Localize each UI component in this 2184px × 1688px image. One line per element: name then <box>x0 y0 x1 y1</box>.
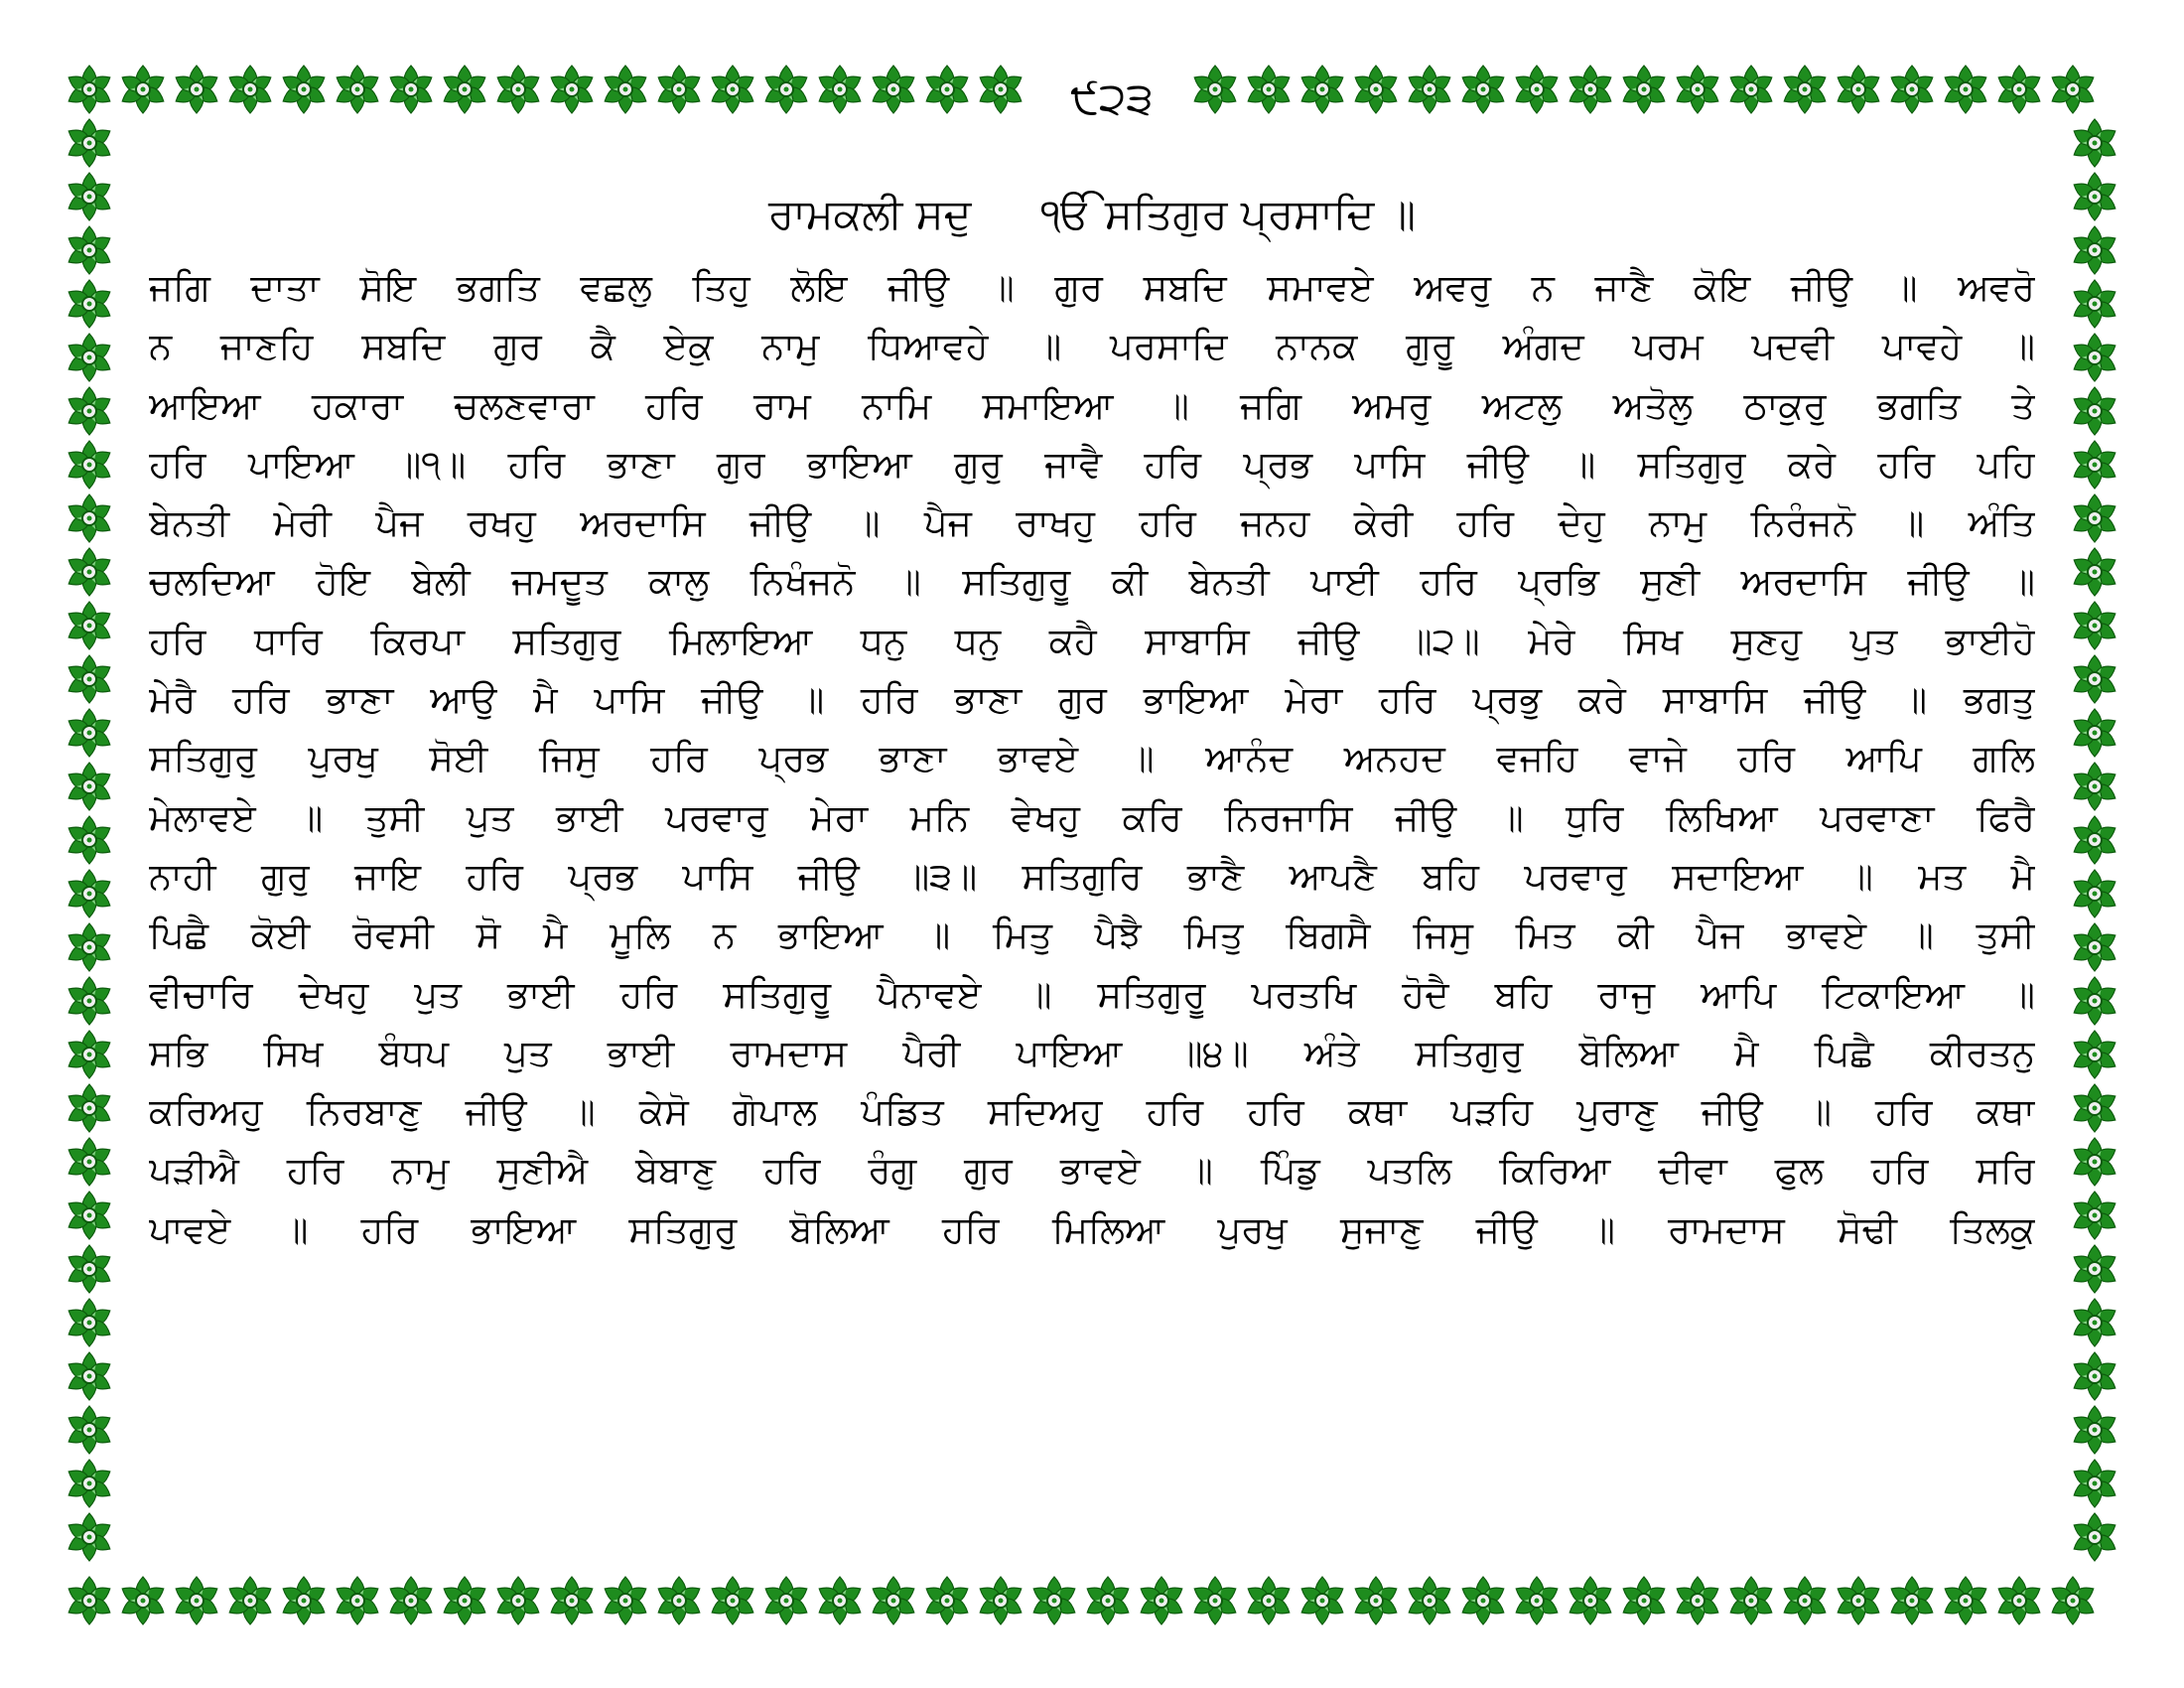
flower-icon <box>66 441 113 489</box>
flower-icon <box>1459 1577 1507 1624</box>
flower-icon <box>709 66 756 113</box>
text-line: ਵੀਚਾਰਿ ਦੇਖਹੁ ਪੁਤ ਭਾਈ ਹਰਿ ਸਤਿਗੁਰੂ ਪੈਨਾਵਏ ॥ ਸਤਿਗੁਰੂ ਪਰਤਖਿ ਹੋਦੈ ਬਹਿ ਰਾਜੁ ਆਪਿ ਟਿਕਾਇਆ ॥ <box>149 972 2035 1016</box>
flower-icon <box>2071 173 2118 220</box>
flower-icon <box>66 709 113 757</box>
text-line: ਕਰਿਅਹੁ ਨਿਰਬਾਣੁ ਜੀਉ ॥ ਕੇਸੋ ਗੋਪਾਲ ਪੰਡਿਤ ਸਦਿਅਹੁ ਹਰਿ ਹਰਿ ਕਥਾ ਪੜਹਿ ਪੁਰਾਣੁ ਜੀਉ ॥ ਹਰਿ ਕਥਾ <box>149 1090 2035 1134</box>
flower-icon <box>387 1577 435 1624</box>
flower-icon <box>173 66 220 113</box>
flower-icon <box>602 66 649 113</box>
text-line: ਹਰਿ ਪਾਇਆ ॥੧॥ ਹਰਿ ਭਾਣਾ ਗੁਰ ਭਾਇਆ ਗੁਰੁ ਜਾਵੈ ਹਰਿ ਪ੍ਰਭ ਪਾਸਿ ਜੀਉ ॥ ਸਤਿਗੁਰੁ ਕਰੇ ਹਰਿ ਪਹਿ <box>149 442 2035 486</box>
flower-icon <box>1674 1577 1721 1624</box>
text-line: ਪੜੀਐ ਹਰਿ ਨਾਮੁ ਸੁਣੀਐ ਬੇਬਾਣੁ ਹਰਿ ਰੰਗੁ ਗੁਰ ਭਾਵਏ ॥ ਪਿੰਡੁ ਪਤਲਿ ਕਿਰਿਆ ਦੀਵਾ ਫੁਲ ਹਰਿ ਸਰਿ <box>149 1149 2035 1193</box>
flower-icon <box>2071 602 2118 649</box>
flower-icon <box>1298 1577 1346 1624</box>
flower-icon <box>1942 1577 1989 1624</box>
flower-icon <box>280 1577 328 1624</box>
scripture-text <box>149 258 2035 1259</box>
flower-icon <box>1620 66 1668 113</box>
flower-icon <box>66 280 113 328</box>
flower-icon <box>2071 1084 2118 1132</box>
flower-icon <box>1030 1577 1078 1624</box>
flower-icon <box>66 66 113 113</box>
flower-icon <box>441 66 488 113</box>
flower-icon <box>870 66 917 113</box>
flower-icon <box>2071 1460 2118 1507</box>
flower-icon <box>1835 1577 1882 1624</box>
flower-icon <box>1084 1577 1132 1624</box>
flower-icon <box>1191 1577 1239 1624</box>
flower-icon <box>1513 66 1561 113</box>
flower-icon <box>1942 66 1989 113</box>
flower-icon <box>2071 870 2118 917</box>
flower-icon <box>66 334 113 381</box>
flower-icon <box>66 1138 113 1186</box>
flower-icon <box>1298 66 1346 113</box>
flower-icon <box>2071 119 2118 167</box>
flower-icon <box>2071 816 2118 864</box>
flower-icon <box>2071 1031 2118 1078</box>
flower-icon <box>66 1299 113 1346</box>
text-line: ਸਭਿ ਸਿਖ ਬੰਧਪ ਪੁਤ ਭਾਈ ਰਾਮਦਾਸ ਪੈਰੀ ਪਾਇਆ ॥੪॥ ਅੰਤੇ ਸਤਿਗੁਰੁ ਬੋਲਿਆ ਮੈ ਪਿਛੈ ਕੀਰਤਨੁ <box>149 1031 2035 1074</box>
flower-icon <box>2071 1513 2118 1561</box>
flower-icon <box>1674 66 1721 113</box>
flower-icon <box>1781 1577 1829 1624</box>
flower-icon <box>1459 66 1507 113</box>
flower-icon <box>2071 1138 2118 1186</box>
flower-icon <box>548 66 596 113</box>
flower-icon <box>709 1577 756 1624</box>
flower-icon <box>1620 1577 1668 1624</box>
flower-icon <box>2071 387 2118 435</box>
flower-icon <box>66 1031 113 1078</box>
flower-icon <box>977 1577 1024 1624</box>
flower-icon <box>1995 66 2043 113</box>
flower-icon <box>2071 1406 2118 1454</box>
flower-icon <box>655 1577 703 1624</box>
flower-icon <box>2071 1299 2118 1346</box>
flower-icon <box>1138 1577 1185 1624</box>
flower-icon <box>280 66 328 113</box>
flower-icon <box>1781 66 1829 113</box>
flower-icon <box>2071 977 2118 1025</box>
text-line: ਬੇਨਤੀ ਮੇਰੀ ਪੈਜ ਰਖਹੁ ਅਰਦਾਸਿ ਜੀਉ ॥ ਪੈਜ ਰਾਖਹੁ ਹਰਿ ਜਨਹ ਕੇਰੀ ਹਰਿ ਦੇਹੁ ਨਾਮੁ ਨਿਰੰਜਨੋ ॥ ਅੰਤਿ <box>149 501 2035 545</box>
flower-icon <box>226 66 274 113</box>
flower-icon <box>923 1577 971 1624</box>
flower-icon <box>334 66 381 113</box>
flower-icon <box>2071 709 2118 757</box>
flower-icon <box>226 1577 274 1624</box>
flower-icon <box>1995 1577 2043 1624</box>
flower-icon <box>1888 66 1936 113</box>
flower-icon <box>66 1460 113 1507</box>
flower-icon <box>1245 1577 1293 1624</box>
text-line: ਨਾਹੀ ਗੁਰੁ ਜਾਇ ਹਰਿ ਪ੍ਰਭ ਪਾਸਿ ਜੀਉ ॥੩॥ ਸਤਿਗੁਰਿ ਭਾਣੈ ਆਪਣੈ ਬਹਿ ਪਰਵਾਰੁ ਸਦਾਇਆ ॥ ਮਤ ਮੈ <box>149 854 2035 898</box>
flower-icon <box>494 1577 542 1624</box>
flower-icon <box>1406 1577 1453 1624</box>
flower-icon <box>334 1577 381 1624</box>
flower-icon <box>66 494 113 542</box>
flower-icon <box>66 173 113 220</box>
page-number: ੯੨੩ <box>1042 70 1181 129</box>
flower-icon <box>66 1406 113 1454</box>
flower-icon <box>66 1192 113 1239</box>
flower-icon <box>1727 1577 1775 1624</box>
flower-icon <box>1567 1577 1614 1624</box>
flower-icon <box>1567 66 1614 113</box>
flower-icon <box>2071 334 2118 381</box>
text-line: ਮੇਲਾਵਏ ॥ ਤੁਸੀ ਪੁਤ ਭਾਈ ਪਰਵਾਰੁ ਮੇਰਾ ਮਨਿ ਵੇਖਹੁ ਕਰਿ ਨਿਰਜਾਸਿ ਜੀਉ ॥ ਧੁਰਿ ਲਿਖਿਆ ਪਰਵਾਣਾ ਫਿਰੈ <box>149 795 2035 839</box>
flower-icon <box>494 66 542 113</box>
flower-icon <box>66 816 113 864</box>
flower-icon <box>870 1577 917 1624</box>
section-heading <box>149 185 2035 244</box>
flower-icon <box>441 1577 488 1624</box>
flower-icon <box>66 226 113 274</box>
flower-icon <box>66 870 113 917</box>
flower-icon <box>1352 1577 1400 1624</box>
flower-icon <box>2071 280 2118 328</box>
flower-icon <box>2071 655 2118 703</box>
flower-icon <box>548 1577 596 1624</box>
flower-icon <box>66 548 113 596</box>
text-line: ਪਿਛੈ ਕੋਈ ਰੋਵਸੀ ਸੋ ਮੈ ਮੂਲਿ ਨ ਭਾਇਆ ॥ ਮਿਤੁ ਪੈਝੈ ਮਿਤੁ ਬਿਗਸੈ ਜਿਸੁ ਮਿਤ ਕੀ ਪੈਜ ਭਾਵਏ ॥ ਤੁਸੀ <box>149 914 2035 957</box>
flower-icon <box>1245 66 1293 113</box>
flower-icon <box>816 1577 864 1624</box>
mool-mantar: ੴ ਸਤਿਗੁਰ ਪ੍ਰਸਾਦਿ ॥ <box>1040 190 1417 238</box>
flower-icon <box>66 1577 113 1624</box>
flower-icon <box>1406 66 1453 113</box>
flower-icon <box>2049 1577 2097 1624</box>
flower-icon <box>762 1577 810 1624</box>
flower-icon <box>2071 1352 2118 1400</box>
flower-icon <box>2071 548 2118 596</box>
flower-icon <box>2049 66 2097 113</box>
flower-icon <box>1888 1577 1936 1624</box>
flower-icon <box>923 66 971 113</box>
flower-icon <box>2071 763 2118 810</box>
text-line: ਸਤਿਗੁਰੁ ਪੁਰਖੁ ਸੋਈ ਜਿਸੁ ਹਰਿ ਪ੍ਰਭ ਭਾਣਾ ਭਾਵਏ ॥ ਆਨੰਦ ਅਨਹਦ ਵਜਹਿ ਵਾਜੇ ਹਰਿ ਆਪਿ ਗਲਿ <box>149 737 2035 780</box>
flower-icon <box>2071 226 2118 274</box>
flower-icon <box>2071 441 2118 489</box>
flower-icon <box>66 119 113 167</box>
flower-icon <box>66 1352 113 1400</box>
flower-icon <box>66 387 113 435</box>
text-line: ਜਗਿ ਦਾਤਾ ਸੋਇ ਭਗਤਿ ਵਛਲੁ ਤਿਹੁ ਲੋਇ ਜੀਉ ॥ ਗੁਰ ਸਬਦਿ ਸਮਾਵਏ ਅਵਰੁ ਨ ਜਾਣੈ ਕੋਇ ਜੀਉ ॥ ਅਵਰੋ <box>149 266 2035 309</box>
flower-icon <box>2071 1245 2118 1293</box>
text-line: ਹਰਿ ਧਾਰਿ ਕਿਰਪਾ ਸਤਿਗੁਰੁ ਮਿਲਾਇਆ ਧਨੁ ਧਨੁ ਕਹੈ ਸਾਬਾਸਿ ਜੀਉ ॥੨॥ ਮੇਰੇ ਸਿਖ ਸੁਣਹੁ ਪੁਤ ਭਾਈਹੋ <box>149 619 2035 662</box>
flower-icon <box>66 1245 113 1293</box>
flower-icon <box>1835 66 1882 113</box>
flower-icon <box>602 1577 649 1624</box>
text-line: ਨ ਜਾਣਹਿ ਸਬਦਿ ਗੁਰ ਕੈ ਏਕੁ ਨਾਮੁ ਧਿਆਵਹੇ ॥ ਪਰਸਾਦਿ ਨਾਨਕ ਗੁਰੂ ਅੰਗਦ ਪਰਮ ਪਦਵੀ ਪਾਵਹੇ ॥ <box>149 325 2035 368</box>
text-line: ਆਇਆ ਹਕਾਰਾ ਚਲਣਵਾਰਾ ਹਰਿ ਰਾਮ ਨਾਮਿ ਸਮਾਇਆ ॥ ਜਗਿ ਅਮਰੁ ਅਟਲੁ ਅਤੋਲੁ ਠਾਕੁਰੁ ਭਗਤਿ ਤੇ <box>149 383 2035 427</box>
flower-icon <box>387 66 435 113</box>
text-line: ਮੇਰੈ ਹਰਿ ਭਾਣਾ ਆਉ ਮੈ ਪਾਸਿ ਜੀਉ ॥ ਹਰਿ ਭਾਣਾ ਗੁਰ ਭਾਇਆ ਮੇਰਾ ਹਰਿ ਪ੍ਰਭੁ ਕਰੇ ਸਾਬਾਸਿ ਜੀਉ ॥ ਭਗਤੁ <box>149 678 2035 722</box>
text-line: ਪਾਵਏ ॥ ਹਰਿ ਭਾਇਆ ਸਤਿਗੁਰੁ ਬੋਲਿਆ ਹਰਿ ਮਿਲਿਆ ਪੁਰਖੁ ਸੁਜਾਣੁ ਜੀਉ ॥ ਰਾਮਦਾਸ ਸੋਢੀ ਤਿਲਕੁ <box>149 1207 2035 1251</box>
flower-icon <box>66 1084 113 1132</box>
flower-icon <box>2071 494 2118 542</box>
flower-icon <box>762 66 810 113</box>
flower-icon <box>66 655 113 703</box>
flower-icon <box>66 923 113 971</box>
flower-icon <box>1191 66 1239 113</box>
flower-icon <box>655 66 703 113</box>
flower-icon <box>2071 923 2118 971</box>
flower-icon <box>1727 66 1775 113</box>
flower-icon <box>119 1577 167 1624</box>
flower-icon <box>1352 66 1400 113</box>
flower-icon <box>66 1513 113 1561</box>
flower-icon <box>2071 1192 2118 1239</box>
text-line: ਚਲਦਿਆ ਹੋਇ ਬੇਲੀ ਜਮਦੂਤ ਕਾਲੁ ਨਿਖੰਜਨੋ ॥ ਸਤਿਗੁਰੂ ਕੀ ਬੇਨਤੀ ਪਾਈ ਹਰਿ ਪ੍ਰਭਿ ਸੁਣੀ ਅਰਦਾਸਿ ਜੀਉ ॥ <box>149 560 2035 604</box>
flower-icon <box>173 1577 220 1624</box>
flower-icon <box>66 977 113 1025</box>
flower-icon <box>66 602 113 649</box>
flower-icon <box>119 66 167 113</box>
flower-icon <box>1513 1577 1561 1624</box>
flower-icon <box>66 763 113 810</box>
flower-icon <box>977 66 1024 113</box>
raag-title: ਰਾਮਕਲੀ ਸਦੁ <box>767 190 972 238</box>
flower-icon <box>816 66 864 113</box>
